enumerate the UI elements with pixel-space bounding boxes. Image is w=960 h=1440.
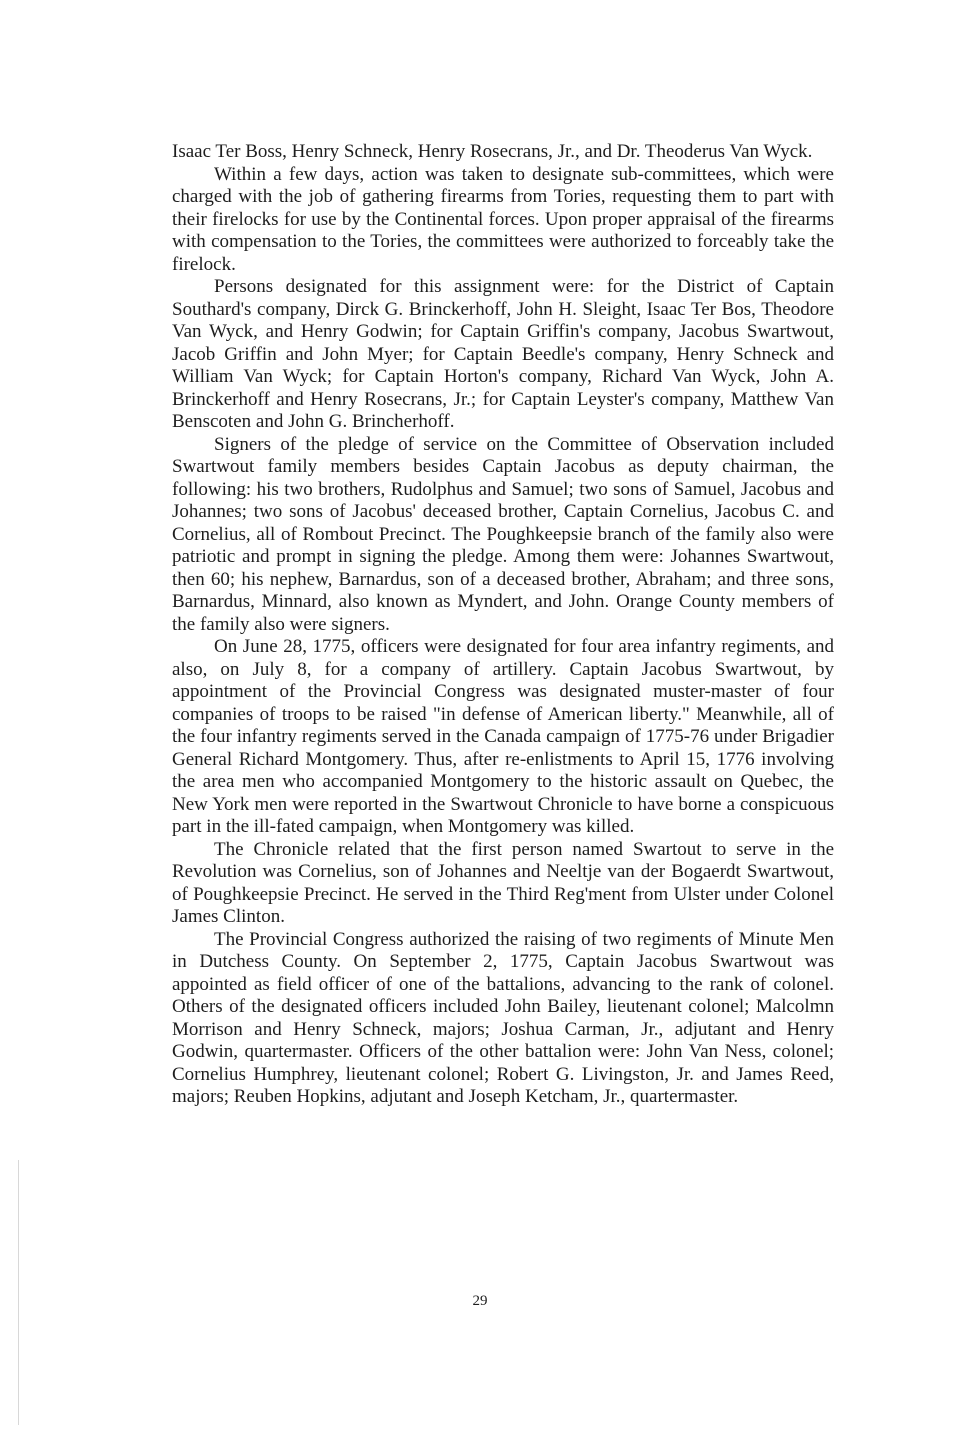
- scan-edge-line: [18, 1160, 19, 1425]
- paragraph-infantry-regiments: On June 28, 1775, officers were designated for four area infantry regiments, and also, on July 8, for a company of artillery. Captain Jacobus Swartwout, by appointment of the Provincial Congress was designated muster-master of four companies of troops to be raised "in defense of American liberty." Meanwhile, all of the four infantry regiments served in the Canada campaign of 1775-76 under Brigadier General Richard Montgomery. Thus, after re-enlistments to April 15, 1776 involving the area men who accompanied Montgomery to the historic assault on Quebec, the New York men were reported in the Swartwout Chronicle to have borne a conspicuous part in the ill-fated campaign, when Montgomery was killed.: [172, 636, 834, 837]
- paragraph-continued: Isaac Ter Boss, Henry Schneck, Henry Rosecrans, Jr., and Dr. Theoderus Van Wyck.: [172, 141, 813, 162]
- paragraph-sub-committees: Within a few days, action was taken to designate sub-committees, which were charged with the job of gathering firearms from Tories, requesting them to part with their firelocks for use by the Continental forces. Upon proper appraisal of the firearms with compensation to the Tories, the committees were authorized to forceably take the firelock.: [172, 163, 834, 275]
- paragraph-chronicle: The Chronicle related that the first person named Swartout to serve in the Revolution was Cornelius, son of Johannes and Neeltje van der Bogaerdt Swartwout, of Poughkeepsie Precinct. He served in the Third Reg'ment from Ulster under Colonel James Clinton.: [172, 838, 834, 927]
- paragraph-minute-men: The Provincial Congress authorized the raising of two regiments of Minute Men in Dutchess County. On September 2, 1775, Captain Jacobus Swartwout was appointed as field officer of one of the battalions, advancing to the rank of colonel. Others of the designated officers included John Bailey, lieutenant colonel; Malcolmn Morrison and Henry Schneck, majors; Joshua Carman, Jr., adjutant and Henry Godwin, quartermaster. Officers of the other battalion were: John Van Ness, colonel; Cornelius Humphrey, lieutenant colonel; Robert G. Livingston, Jr. and James Reed, majors; Reuben Hopkins, adjutant and Joseph Ketcham, Jr., quartermaster.: [172, 928, 834, 1107]
- page-body: [172, 141, 834, 1109]
- page-number: 29: [472, 1293, 488, 1309]
- paragraph-signers: Signers of the pledge of service on the Committee of Observation included Swartwout family members besides Captain Jacobus as deputy chairman, the following: his two brothers, Rudolphus and Samuel; two sons of Samuel, Jacobus and Johannes; two sons of Jacobus' deceased brother, Captain Cornelius, Jacobus C. and Cornelius, all of Rombout Precinct. The Poughkeepsie branch of the family also were patriotic and prompt in signing the pledge. Among them were: Johannes Swartwout, then 60; his nephew, Barnardus, son of a deceased brother, Abraham; and three sons, Barnardus, Minnard, also known as Myndert, and John. Orange County members of the family also were signers.: [172, 433, 834, 635]
- paragraph-persons-designated: Persons designated for this assignment were: for the District of Captain Southard's company, Dirck G. Brinckerhoff, John H. Sleight, Isaac Ter Bos, Theodore Van Wyck, and Henry Godwin; for Captain Griffin's company, Jacobus Swartwout, Jacob Griffin and John Myer; for Captain Beedle's company, Henry Schneck and William Van Wyck; for Captain Horton's company, Richard Van Wyck, John A. Brinckerhoff and Henry Rosecrans, Jr.; for Captain Leyster's company, Matthew Van Benscoten and John G. Brincherhoff.: [172, 276, 834, 432]
